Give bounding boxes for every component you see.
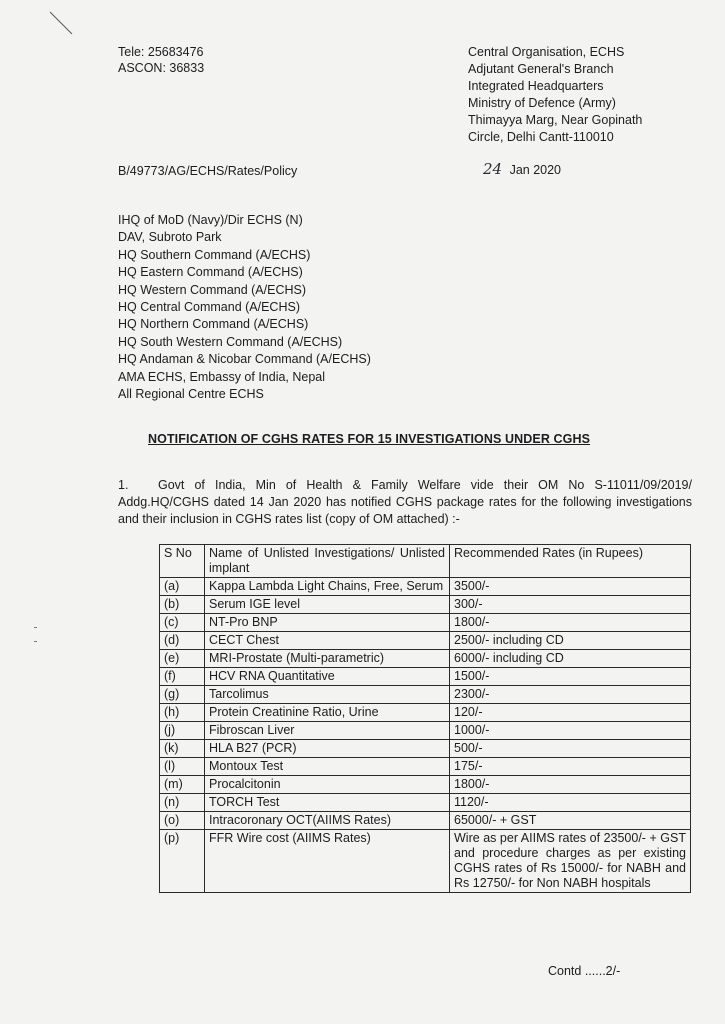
- cell-investigation: Tarcolimus: [205, 686, 450, 704]
- cell-investigation: CECT Chest: [205, 632, 450, 650]
- margin-speck: [34, 627, 37, 628]
- subject-heading: NOTIFICATION OF CGHS RATES FOR 15 INVESTIGATIONS UNDER CGHS: [148, 432, 591, 446]
- cell-sno: (a): [160, 578, 205, 596]
- cell-investigation: Fibroscan Liver: [205, 722, 450, 740]
- table-row: [160, 740, 691, 758]
- paragraph-number: 1.: [118, 478, 129, 492]
- addressee: All Regional Centre ECHS: [118, 387, 264, 402]
- margin-speck: [34, 641, 37, 642]
- cell-investigation: Montoux Test: [205, 758, 450, 776]
- cell-sno: (f): [160, 668, 205, 686]
- cell-investigation: MRI-Prostate (Multi-parametric): [205, 650, 450, 668]
- table-row: [160, 596, 691, 614]
- addressee: HQ Central Command (A/ECHS): [118, 300, 300, 315]
- handwritten-day: 24: [483, 160, 503, 178]
- table-row: [160, 686, 691, 704]
- cell-rate: 65000/- + GST: [450, 812, 691, 830]
- addressee: HQ Southern Command (A/ECHS): [118, 247, 311, 262]
- addressee: DAV, Subroto Park: [118, 230, 222, 245]
- paragraph-1: [118, 477, 692, 528]
- ascon-number: ASCON: 36833: [118, 61, 205, 75]
- rates-table: [159, 544, 691, 893]
- cell-sno: (j): [160, 722, 205, 740]
- cell-sno: (b): [160, 596, 205, 614]
- table-row: [160, 794, 691, 812]
- cell-sno: (p): [160, 830, 205, 893]
- sender-address-line: Central Organisation, ECHS: [468, 45, 625, 59]
- sender-address-line: Adjutant General's Branch: [468, 62, 614, 76]
- cell-sno: (e): [160, 650, 205, 668]
- cell-investigation: Serum IGE level: [205, 596, 450, 614]
- table-row: [160, 722, 691, 740]
- table-header-row: [160, 545, 691, 578]
- cell-rate: 300/-: [450, 596, 691, 614]
- table-row: [160, 614, 691, 632]
- cell-rate: 1800/-: [450, 776, 691, 794]
- cell-investigation: Procalcitonin: [205, 776, 450, 794]
- header-contact: [118, 44, 204, 76]
- month-year: Jan 2020: [509, 163, 562, 177]
- cell-rate: 1120/-: [450, 794, 691, 812]
- addressee: HQ Eastern Command (A/ECHS): [118, 265, 303, 280]
- addressee: HQ Northern Command (A/ECHS): [118, 317, 309, 332]
- cell-rate: 120/-: [450, 704, 691, 722]
- sender-address-line: Integrated Headquarters: [468, 79, 604, 93]
- cell-sno: (m): [160, 776, 205, 794]
- table-row: [160, 812, 691, 830]
- paragraph-text: Govt of India, Min of Health & Family Welfare vide their OM No S-11011/09/2019/ Addg.HQ/CGHS dated 14 Jan 2020 has notified CGHS package rates for the following investigations and their inclusion in CGHS rates list (copy of OM attached) :-: [118, 478, 692, 526]
- header-rates: Recommended Rates (in Rupees): [450, 545, 691, 578]
- cell-investigation: HLA B27 (PCR): [205, 740, 450, 758]
- cell-investigation: HCV RNA Quantitative: [205, 668, 450, 686]
- addressee: AMA ECHS, Embassy of India, Nepal: [118, 369, 326, 384]
- cell-sno: (l): [160, 758, 205, 776]
- cell-sno: (d): [160, 632, 205, 650]
- table-row: [160, 632, 691, 650]
- table-row: [160, 704, 691, 722]
- cell-rate: 2300/-: [450, 686, 691, 704]
- cell-sno: (g): [160, 686, 205, 704]
- table-row: [160, 776, 691, 794]
- table-row: [160, 578, 691, 596]
- continuation-note: Contd ......2/-: [548, 964, 621, 978]
- cell-investigation: Kappa Lambda Light Chains, Free, Serum: [205, 578, 450, 596]
- header-sno: S No: [160, 545, 205, 578]
- table-row: [160, 668, 691, 686]
- cell-rate: 1800/-: [450, 614, 691, 632]
- addressee-list: [118, 212, 371, 403]
- cell-sno: (c): [160, 614, 205, 632]
- cell-rate: 175/-: [450, 758, 691, 776]
- cell-rate: 3500/-: [450, 578, 691, 596]
- table-row: [160, 830, 691, 893]
- cell-sno: (h): [160, 704, 205, 722]
- reference-number: B/49773/AG/ECHS/Rates/Policy: [118, 164, 298, 178]
- addressee: HQ South Western Command (A/ECHS): [118, 334, 343, 349]
- cell-rate: 6000/- including CD: [450, 650, 691, 668]
- table-row: [160, 758, 691, 776]
- cell-rate: 2500/- including CD: [450, 632, 691, 650]
- cell-investigation: Protein Creatinine Ratio, Urine: [205, 704, 450, 722]
- cell-investigation: NT-Pro BNP: [205, 614, 450, 632]
- cell-rate: 1000/-: [450, 722, 691, 740]
- fold-mark: [48, 10, 78, 40]
- table-row: [160, 650, 691, 668]
- header-investigation: Name of Unlisted Investigations/ Unlisted implant: [205, 545, 450, 578]
- cell-investigation: FFR Wire cost (AIIMS Rates): [205, 830, 450, 893]
- tele-number: Tele: 25683476: [118, 45, 204, 59]
- cell-rate: 500/-: [450, 740, 691, 758]
- addressee: HQ Andaman & Nicobar Command (A/ECHS): [118, 352, 371, 367]
- addressee: IHQ of MoD (Navy)/Dir ECHS (N): [118, 213, 303, 227]
- sender-address: [468, 44, 642, 146]
- sender-address-line: Circle, Delhi Cantt-110010: [468, 130, 614, 144]
- letter-date: [483, 160, 561, 178]
- cell-rate: 1500/-: [450, 668, 691, 686]
- cell-rate: Wire as per AIIMS rates of 23500/- + GST and procedure charges as per existing CGHS rates of Rs 15000/- for NABH and Rs 12750/- for Non NABH hospitals: [450, 830, 691, 893]
- addressee: HQ Western Command (A/ECHS): [118, 282, 307, 297]
- sender-address-line: Ministry of Defence (Army): [468, 96, 616, 110]
- cell-sno: (n): [160, 794, 205, 812]
- cell-investigation: Intracoronary OCT(AIIMS Rates): [205, 812, 450, 830]
- cell-sno: (k): [160, 740, 205, 758]
- cell-sno: (o): [160, 812, 205, 830]
- sender-address-line: Thimayya Marg, Near Gopinath: [468, 113, 643, 127]
- cell-investigation: TORCH Test: [205, 794, 450, 812]
